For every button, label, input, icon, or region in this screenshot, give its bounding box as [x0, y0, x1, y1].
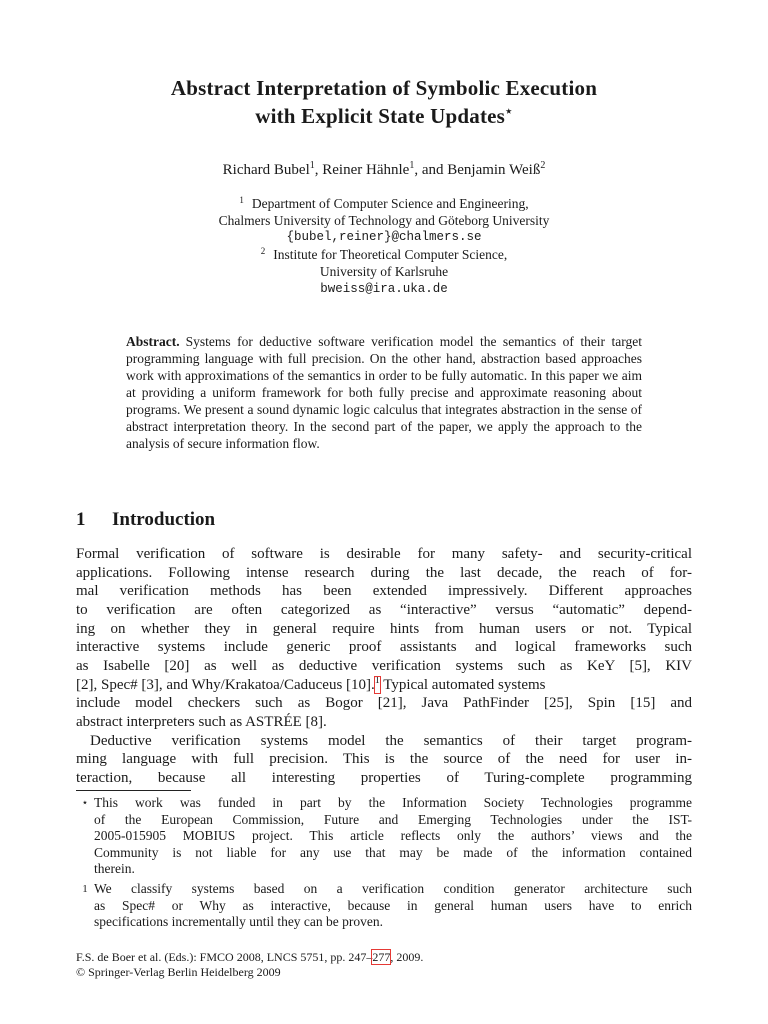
body-line: ing on whether they in general require hints from human users or not. Typical — [76, 621, 692, 637]
footnote-star: ⋆ This work was funded in part by the Information Society Technologies programme of the European Commission, Future and Emerging Technologies under the IST- 2005-015905 MOBIUS project. This article reflects only the authors’ views and the Community is not liable for any use that may be made of the information contained therein. — [76, 795, 692, 879]
author-name: Reiner Hähnle — [322, 162, 410, 178]
abstract-text: Systems for deductive software verification model the semantics of their target programming language with full precision. On the other hand, abstraction based approaches work with approximations of the semantics in order to be fully automatic. In this paper we aim at providing a uniform framework for both fully precise and approximate reasoning about programs. We present a sound dynamic logic calculus that integrates abstraction in the sense of abstract interpretation theory. In the second part of the paper, we apply the approach to the analysis of secure information flow. — [126, 334, 642, 451]
title-footnote-mark[interactable]: ⋆ — [505, 104, 513, 118]
affiliation-1-line-1: $^1$ Department of Computer Science and Engineering, — [239, 194, 529, 211]
footnote-rule — [76, 790, 191, 791]
citation-line: F.S. de Boer et al. (Eds.): FMCO 2008, LNCS 5751, pp. 247–277, 2009. — [76, 950, 424, 964]
footnote-mark: 1 — [82, 883, 88, 895]
footnote-ref-1[interactable]: 1 — [375, 677, 380, 693]
author-name: Benjamin Weiß — [447, 162, 541, 178]
affiliation-2-email[interactable]: bweiss@ira.uka.de — [320, 282, 448, 296]
author-affiliation-mark: 1 — [309, 160, 315, 171]
body-line: ming language with full precision. This is the source of the need for user in- — [76, 751, 692, 767]
author-list: Richard Bubel$^1$, Reiner Hähnle$^1$, and Benjamin Weiß$^2$ — [222, 160, 546, 178]
author-affiliation-mark: 2 — [540, 160, 546, 171]
copyright-line: © Springer-Verlag Berlin Heidelberg 2009 — [76, 965, 281, 979]
affiliation-2-line-1: $^2$ Institute for Theoretical Computer Science, — [260, 245, 508, 262]
paper-title-line-2: with Explicit State Updates⋆ — [255, 104, 513, 128]
end-page-link[interactable]: 277 — [372, 950, 391, 964]
body-line: as Isabelle [20] as well as deductive verification systems such as KeY [5], KIV — [76, 658, 692, 674]
author-name: Richard Bubel — [222, 162, 310, 178]
body-line: include model checkers such as Bogor [21], Java PathFinder [25], Spin [15] and — [76, 695, 692, 711]
body-line: interactive systems include generic proof assistants and logical frameworks such — [76, 639, 692, 655]
body-line: applications. Following intense research during the last decade, the reach of for- — [76, 565, 692, 581]
affiliation-1-email[interactable]: {bubel,reiner}@chalmers.se — [286, 230, 482, 244]
body-line-with-footnote: [2], Spec# [3], and Why/Krakatoa/Caduceus [10].$^1$ Typical automated systems — [76, 676, 546, 693]
section-heading: 1 Introduction — [76, 509, 216, 530]
affiliation-2-line-2: University of Karlsruhe — [319, 264, 449, 279]
body-line: to verification are often categorized as “interactive” versus “automatic” depend- — [76, 602, 692, 618]
body-line: Formal verification of software is desirable for many safety- and security-critical — [76, 546, 692, 562]
author-affiliation-mark: 1 — [409, 160, 415, 171]
body-line: abstract interpreters such as ASTRÉE [8]. — [76, 714, 327, 730]
footnote-1: 1 We classify systems based on a verification condition generator architecture such as Spec# or Why as interactive, because in general human users have to enrich specifications incrementally until they can be proven. — [76, 881, 692, 933]
footnote-mark: ⋆ — [81, 797, 89, 809]
body-line: Deductive verification systems model the semantics of their target program- — [90, 733, 692, 749]
body-line: teraction, because all interesting properties of Turing-complete programming — [76, 770, 692, 786]
body-line: mal verification methods has been extended impressively. Different approaches — [76, 583, 692, 599]
paper-title-line-1: Abstract Interpretation of Symbolic Execution — [170, 76, 598, 100]
abstract — [126, 333, 642, 452]
abstract-label: Abstract. — [126, 334, 180, 349]
affiliation-1-line-2: Chalmers University of Technology and Göteborg University — [218, 213, 550, 228]
